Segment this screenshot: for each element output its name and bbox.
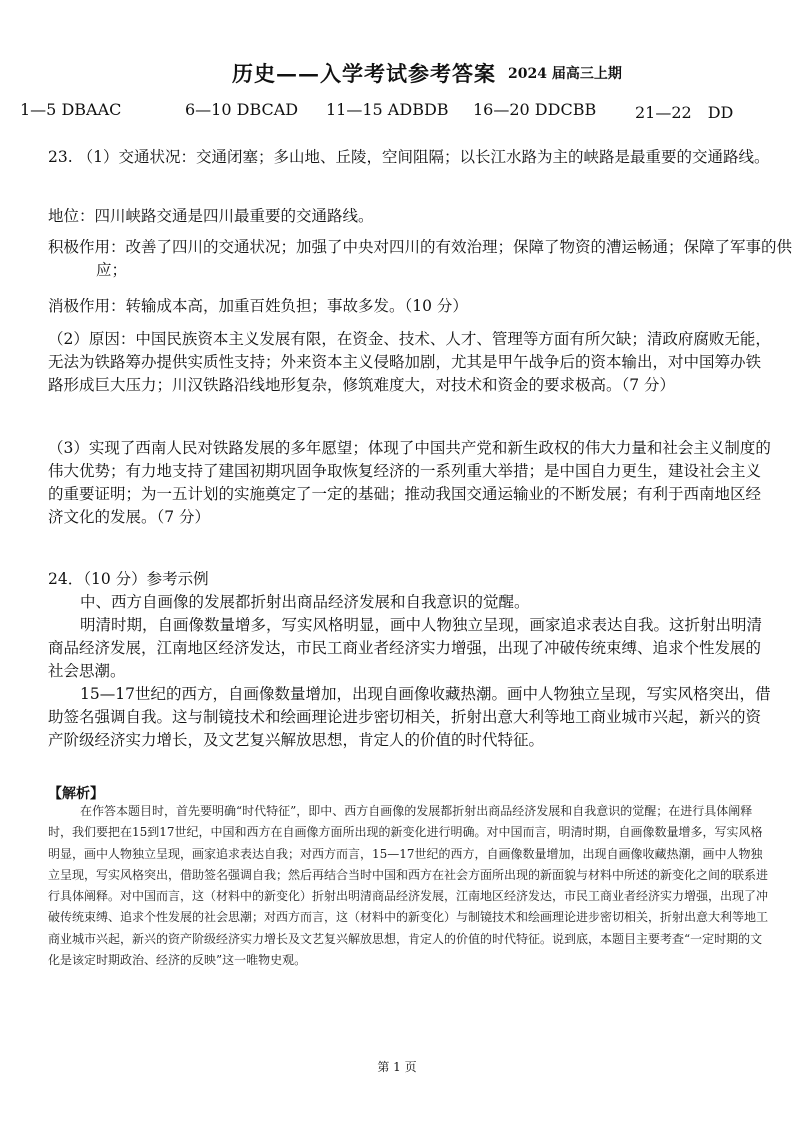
q23-part1-negative: 消极作用：转输成本高，加重百姓负担；事故多发。（10 分） xyxy=(48,297,468,315)
q23-part1-traffic: 23. （1）交通状况：交通闭塞；多山地、丘陵，空间阻隔；以长江水路为主的峡路是最重要的交通路线。 xyxy=(48,148,770,166)
q24-china: 明清时期，自画像数量增多，写实风格明显，画中人物独立呈现，画家追求表达自我。这折射出明清商品经济发展，江南地区经济发达，市民工商业者经济实力增强，出现了冲破传统束缚、追求个性发展的社会思潮。 xyxy=(48,616,763,680)
header xyxy=(0,58,794,88)
q24-west: 15—17世纪的西方，自画像数量增加，出现自画像收藏热潮。画中人物独立呈现，写实风格突出，借助签名强调自我。这与制镜技术和绘画理论进步密切相关，折射出意大利等地工商业城市兴起，新兴的资产阶级经济实力增长，及文艺复兴解放思想，肯定人的价值的时代特征。 xyxy=(48,685,771,749)
multiple-choice-answers xyxy=(20,100,780,124)
mc-group-4: 16—20 DDCBB xyxy=(473,100,597,119)
q23-part2: （2）原因：中国民族资本主义发展有限，在资金、技术、人才、管理等方面有所欠缺；清政府腐败无能，无法为铁路筹办提供实质性支持；外来资本主义侵略加剧，尤其是甲午战争后的资本输出，对中国筹办铁路形成巨大压力；川汉铁路沿线地形复杂，修筑难度大，对技术和资金的要求极高。（7 分） xyxy=(48,330,771,394)
page-title: 历史——入学考试参考答案 xyxy=(232,61,496,86)
mc-group-2: 6—10 DBCAD xyxy=(185,100,299,119)
q23-part3: （3）实现了西南人民对铁路发展的多年愿望；体现了中国共产党和新生政权的伟大力量和社会主义制度的伟大优势；有力地支持了建国初期巩固争取恢复经济的一系列重大举措；是中国自力更生，建设社会主义的重要证明；为一五计划的实施奠定了一定的基础；推动我国交通运输业的不断发展；有利于西南地区经济文化的发展。（7 分） xyxy=(48,439,771,526)
q24-thesis: 中、西方自画像的发展都折射出商品经济发展和自我意识的觉醒。 xyxy=(80,593,530,611)
page-number: 第 1 页 xyxy=(377,1060,417,1074)
mc-group-3: 11—15 ADBDB xyxy=(326,100,449,119)
analysis-text: 在作答本题目时，首先要明确“时代特征”，即中、西方自画像的发展都折射出商品经济发展和自我意识的觉醒；在进行具体阐释时，我们要把在15到17世纪，中国和西方在自画像方面所出现的新变化进行明确。对中国而言，明清时期，自画像数量增多，写实风格明显，画中人物独立呈现，画家追求表达自我；对西方而言，15—17世纪的西方，自画像数量增加，出现自画像收藏热潮，画中人物独立呈现，写实风格突出，借助签名强调自我；然后再结合当时中国和西方在社会方面所出现的新面貌与材料中所述的新变化之间的联系进行具体阐释。对中国而言，这（材料中的新变化）折射出明清商品经济发展，江南地区经济发达，市民工商业者经济实力增强，出现了冲破传统束缚、追求个性发展的社会思潮；对西方而言，这（材料中的新变化）与制镜技术和绘画理论进步密切相关，折射出意大利等地工商业城市兴起，新兴的资产阶级经济实力增长及文艺复兴解放思想，肯定人的价值的时代特征。说到底，本题目主要考查“一定时期的文化是该定时期政治、经济的反映”这一唯物史观。 xyxy=(48,804,769,968)
q24-heading: 24．（10 分）参考示例 xyxy=(48,570,209,588)
q23-part1-positive: 积极作用：改善了四川的交通状况；加强了中央对四川的有效治理；保障了物资的漕运畅通；保障了军事的供应； xyxy=(48,238,793,279)
analysis-heading: 【解析】 xyxy=(48,786,104,802)
q23-part1-status: 地位：四川峡路交通是四川最重要的交通路线。 xyxy=(48,207,374,225)
mc-group-1: 1—5 DBAAC xyxy=(20,100,122,119)
mc-group-5: 21—22 DD xyxy=(635,103,734,122)
term-label: 2024 届高三上期 xyxy=(508,66,622,82)
